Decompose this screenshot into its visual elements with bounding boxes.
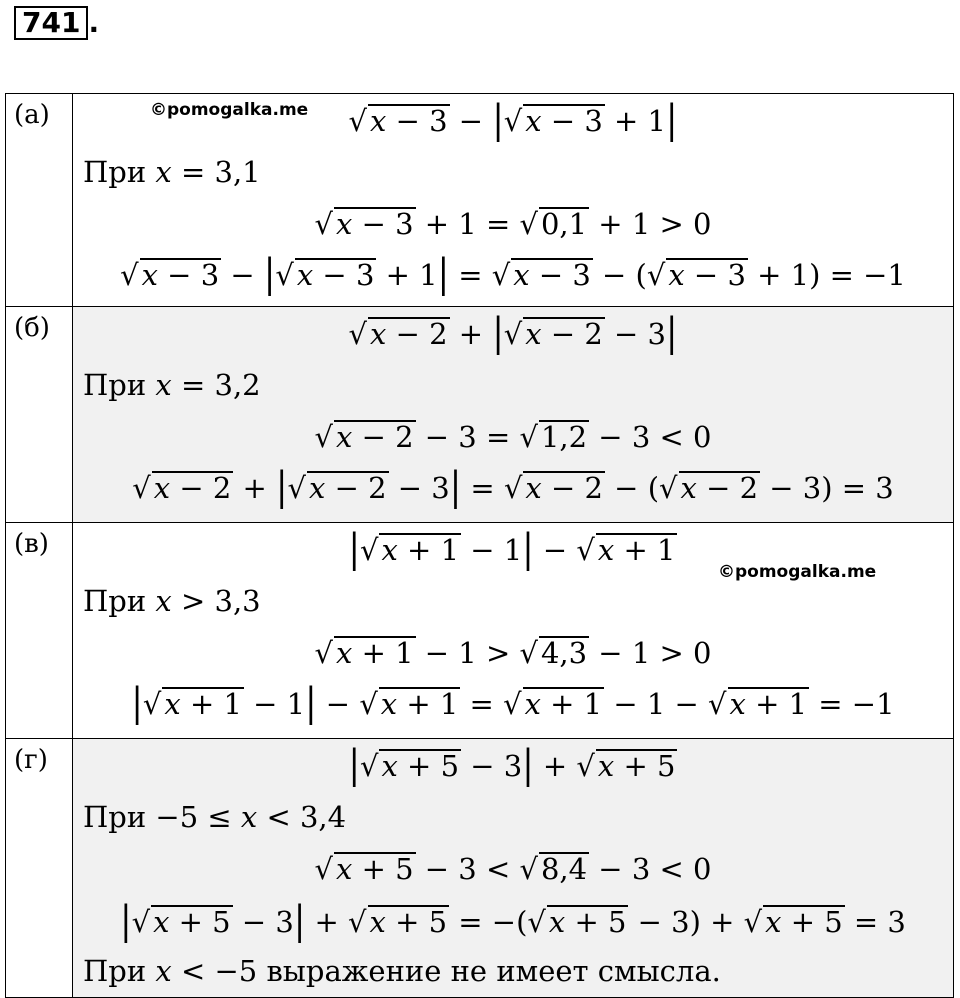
solution-table — [5, 93, 954, 998]
part-v-body — [73, 523, 954, 739]
part-g-body — [73, 739, 954, 998]
part-g-row — [6, 739, 954, 998]
part-a-condition: При x = 3,1 — [83, 155, 261, 189]
part-g-step1: √ x + 5 − 3 < √ 8,4 − 3 < 0 — [314, 852, 712, 886]
part-b-row — [6, 307, 954, 523]
part-a-row — [6, 94, 954, 307]
part-v-step2: |√ x + 1 − 1| − √ x + 1 = √ x + 1 − 1 − √ x + 1 = −1 — [131, 680, 895, 726]
watermark-top: ©pomogalka.me — [150, 100, 309, 120]
part-v-condition: При x > 3,3 — [83, 584, 261, 618]
problem-number-box: 741 — [14, 6, 88, 40]
part-v-step1: √ x + 1 − 1 > √ 4,3 − 1 > 0 — [314, 636, 712, 670]
part-b-expression: √ x − 2 + |√ x − 2 − 3| — [348, 310, 678, 356]
part-a-step2: √ x − 3 − |√ x − 3 + 1| = √ x − 3 − (√ x − 3 + 1) = −1 — [120, 251, 906, 297]
part-b-letter: (б) — [6, 307, 73, 523]
problem-number-suffix: . — [88, 6, 100, 39]
part-g-condition: При −5 ≤ x < 3,4 — [83, 800, 347, 834]
part-a-letter: (а) — [6, 94, 73, 307]
part-g-letter: (г) — [6, 739, 73, 998]
part-b-condition: При x = 3,2 — [83, 368, 261, 402]
watermark-middle: ©pomogalka.me — [718, 562, 877, 582]
part-v-row — [6, 523, 954, 739]
problem-number — [14, 6, 99, 40]
part-v-expression: |√ x + 1 − 1| − √ x + 1 — [348, 526, 676, 572]
part-v-letter: (в) — [6, 523, 73, 739]
part-g-expression: |√ x + 5 − 3| + √ x + 5 — [348, 742, 676, 788]
part-b-body — [73, 307, 954, 523]
part-b-step1: √ x − 2 − 3 = √ 1,2 − 3 < 0 — [314, 420, 712, 454]
part-b-step2: √ x − 2 + |√ x − 2 − 3| = √ x − 2 − (√ x − 2 − 3) = 3 — [132, 464, 894, 510]
part-g-note: При x < −5 выражение не имеет смысла. — [83, 954, 721, 988]
part-a-step1: √ x − 3 + 1 = √ 0,1 + 1 > 0 — [314, 207, 712, 241]
part-g-step2: |√ x + 5 − 3| + √ x + 5 = −(√ x + 5 − 3) + √ x + 5 = 3 — [120, 898, 906, 944]
part-a-expression: √ x − 3 − |√ x − 3 + 1| — [348, 97, 678, 143]
part-a-body — [73, 94, 954, 307]
